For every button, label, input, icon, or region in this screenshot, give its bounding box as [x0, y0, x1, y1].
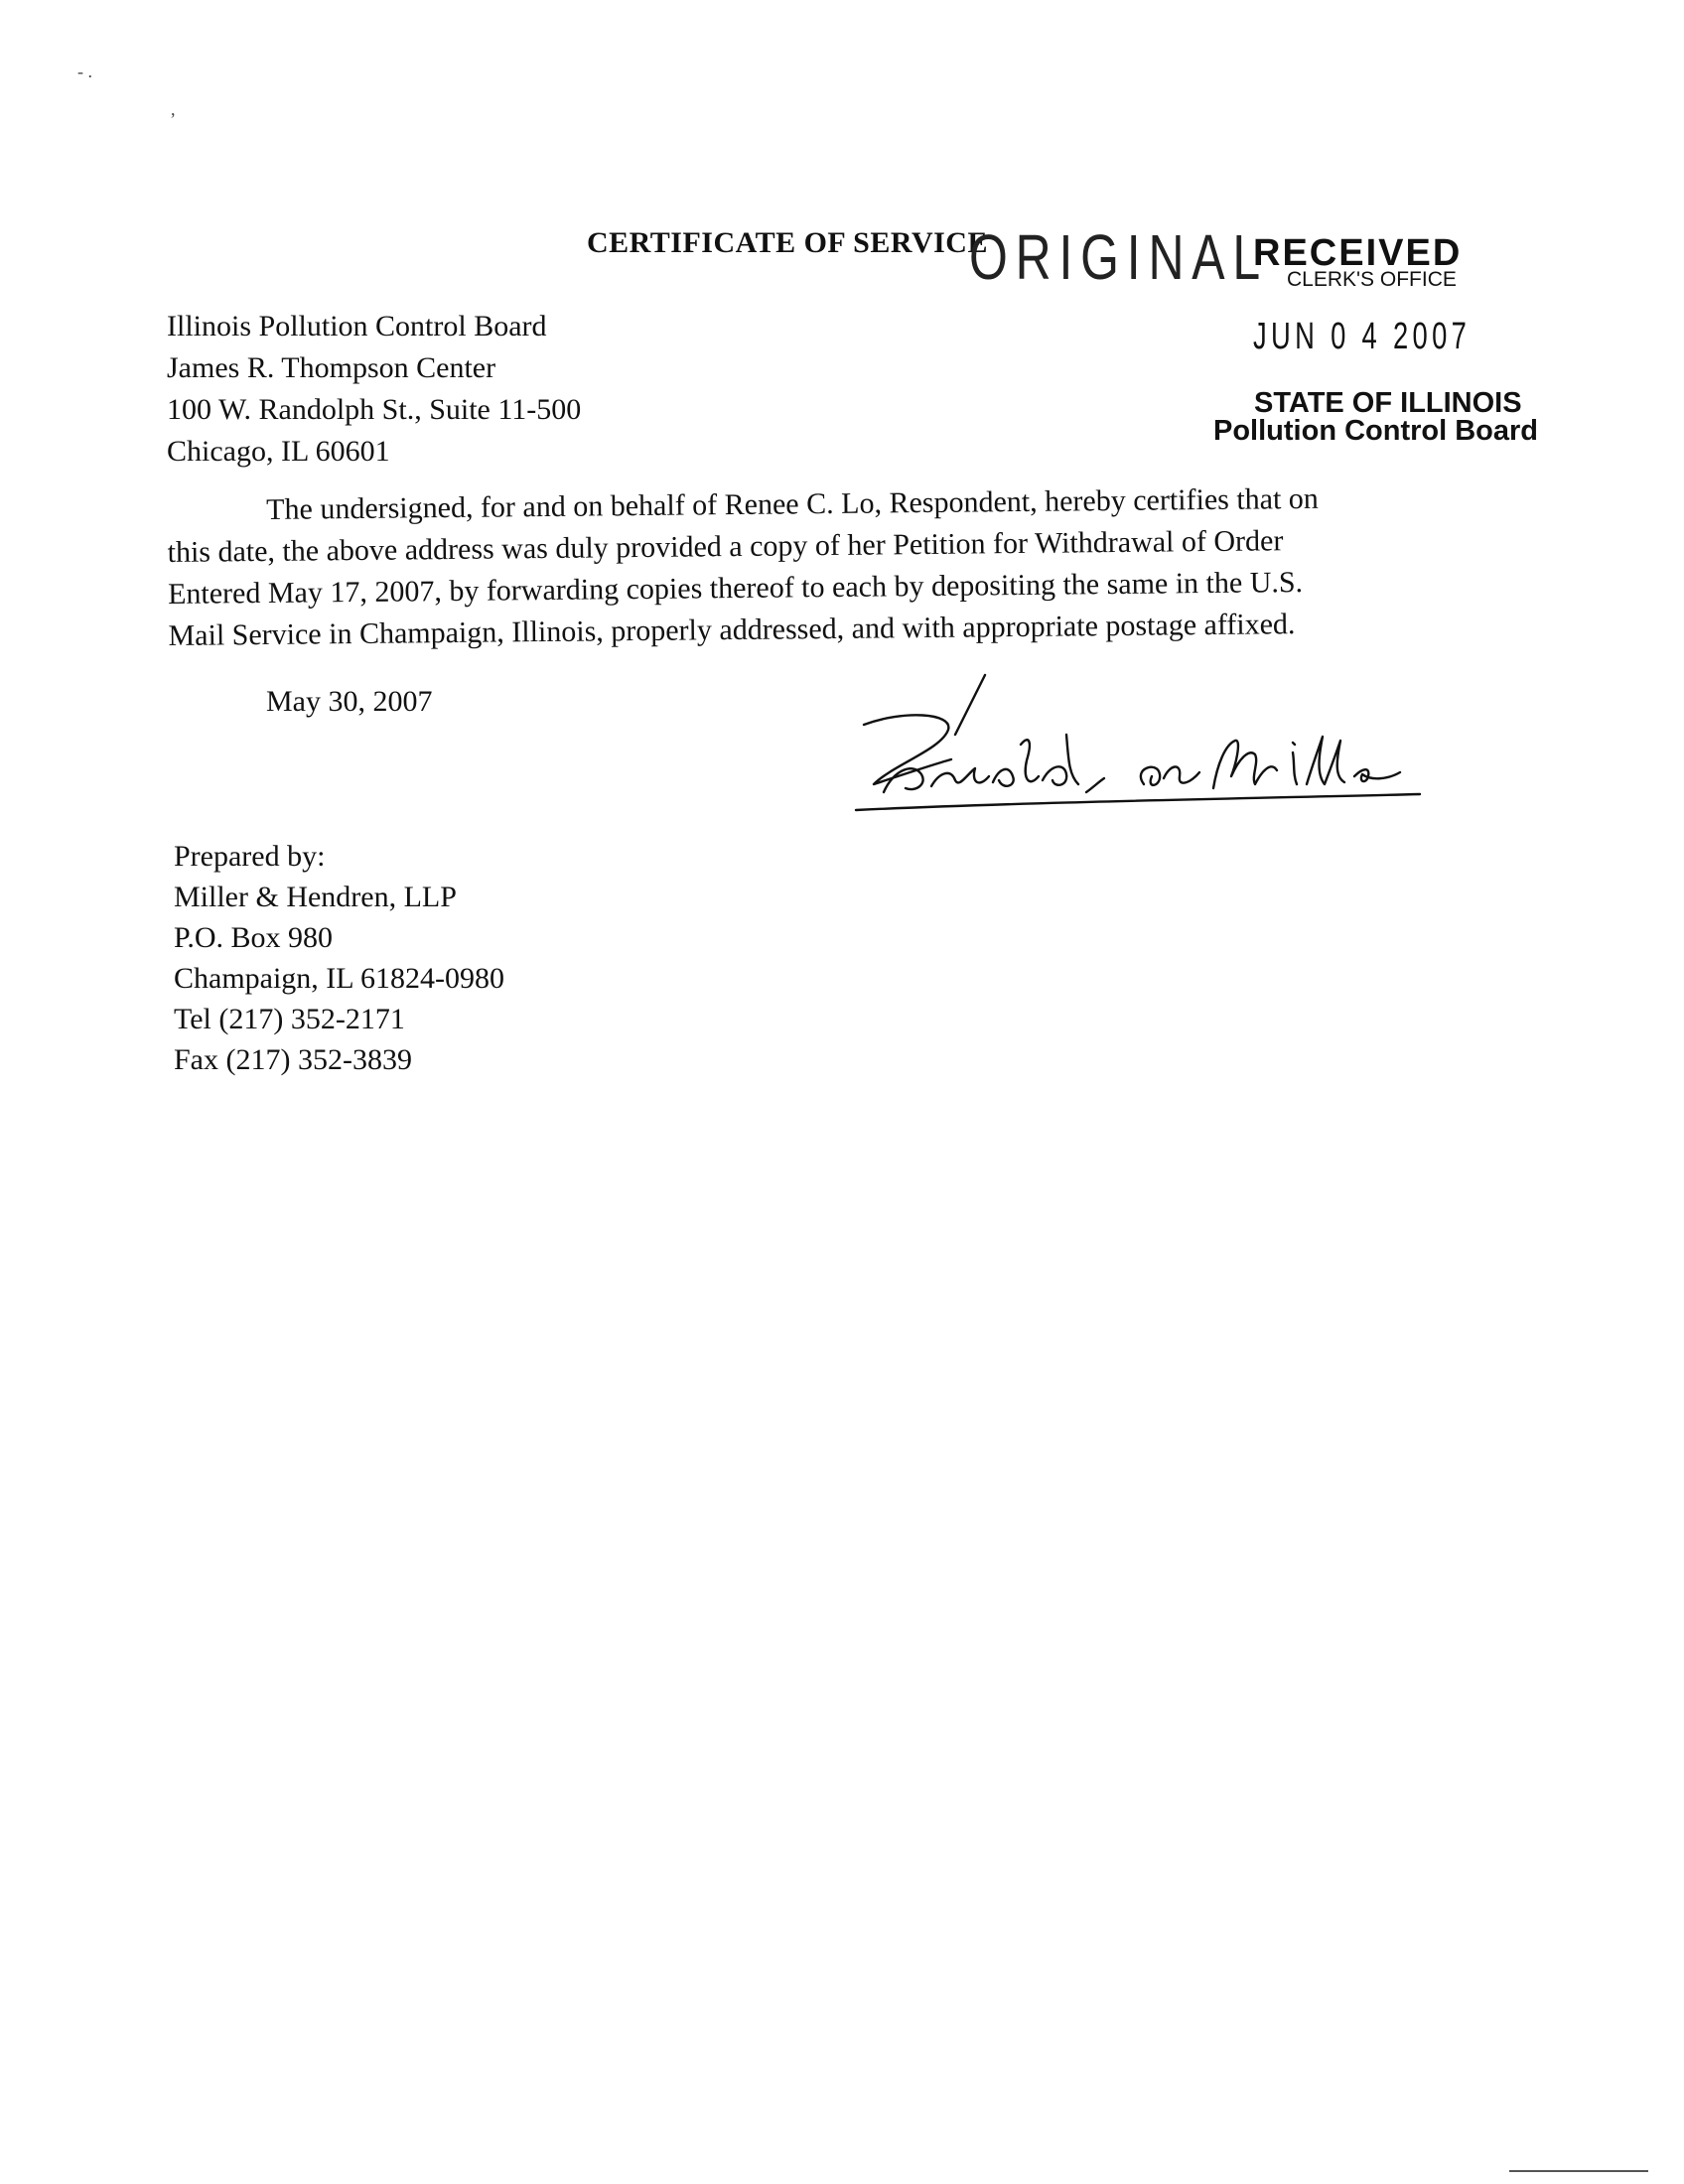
address-line: 100 W. Randolph St., Suite 11-500 [167, 393, 582, 426]
original-stamp: ORIGINAL [969, 221, 1268, 293]
paragraph-line: The undersigned, for and on behalf of Renee C. Lo, Respondent, hereby certifies that on [266, 481, 1319, 526]
document-title: CERTIFICATE OF SERVICE [587, 226, 988, 259]
received-date-stamp: JUN 0 4 2007 [1253, 316, 1472, 357]
board-stamp: Pollution Control Board [1213, 415, 1539, 447]
scan-tick: , [171, 99, 176, 119]
prepared-by-line: Miller & Hendren, LLP [174, 881, 457, 913]
prepared-by-line: Prepared by: [174, 840, 326, 873]
prepared-by-block [174, 836, 504, 1080]
clerks-office-stamp: CLERK'S OFFICE [1287, 268, 1457, 291]
certification-paragraph [167, 477, 1460, 657]
prepared-by-line: P.O. Box 980 [174, 921, 334, 954]
paragraph-line: Mail Service in Champaign, Illinois, properly addressed, and with appropriate postage affixed. [168, 608, 1296, 652]
service-date: May 30, 2007 [266, 685, 433, 718]
recipient-address [167, 306, 581, 473]
signature [844, 665, 1499, 814]
paragraph-line: Entered May 17, 2007, by forwarding copies thereof to each by depositing the same in the U.S. [167, 566, 1304, 611]
received-stamp: RECEIVED [1253, 232, 1463, 274]
address-line: Chicago, IL 60601 [167, 435, 390, 468]
scan-mark: - . [77, 62, 92, 81]
paragraph-line: this date, the above address was duly provided a copy of her Petition for Withdrawal of Order [167, 524, 1284, 569]
address-line: James R. Thompson Center [167, 351, 496, 384]
address-line: Illinois Pollution Control Board [167, 310, 547, 342]
prepared-by-line: Tel (217) 352-2171 [174, 1003, 405, 1035]
bottom-rule [1509, 2170, 1648, 2172]
prepared-by-line: Fax (217) 352-3839 [174, 1043, 412, 1076]
prepared-by-line: Champaign, IL 61824-0980 [174, 962, 505, 995]
state-stamp: STATE OF ILLINOIS [1254, 387, 1522, 419]
